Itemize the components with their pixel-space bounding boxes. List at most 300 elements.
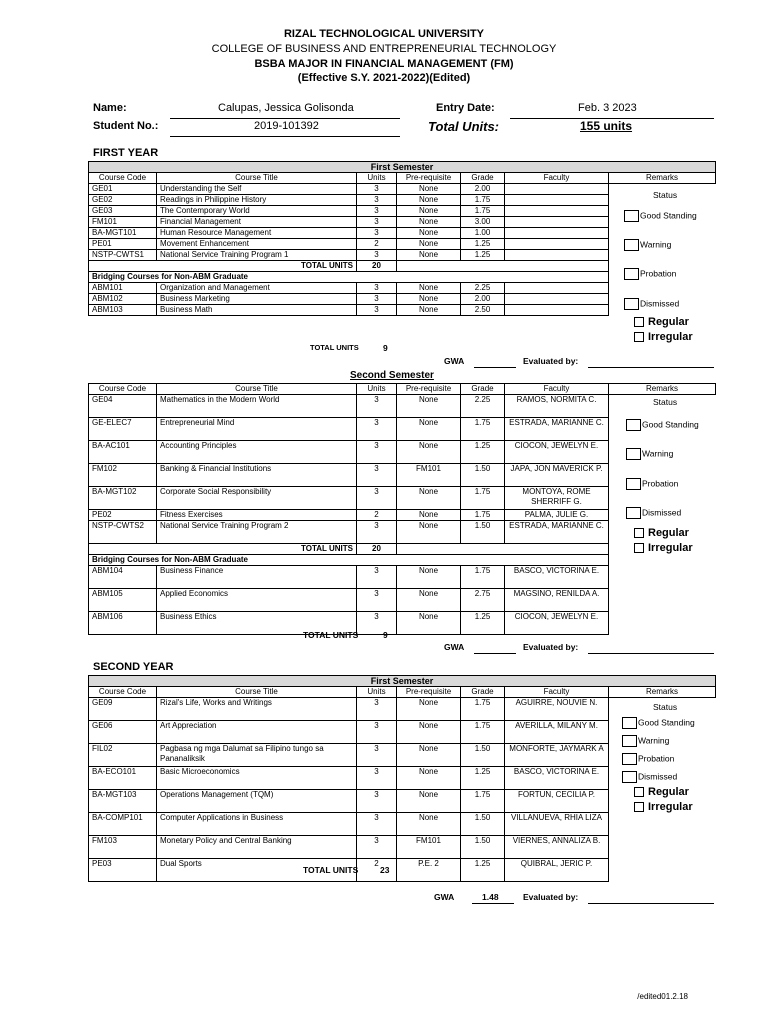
grade: 1.25: [461, 612, 505, 635]
course-title: Pagbasa ng mga Dalumat sa Filipino tungo sa Pananaliksik: [157, 744, 357, 767]
grade: 1.50: [461, 836, 505, 859]
table-row: [89, 813, 716, 836]
course-title: Accounting Principles: [157, 441, 357, 464]
checkbox-icon[interactable]: [626, 507, 641, 519]
irregular-option[interactable]: Irregular: [634, 801, 693, 813]
grade: 1.75: [461, 418, 505, 441]
checkbox-icon[interactable]: [634, 332, 644, 342]
faculty: RAMOS, NORMITA C.: [505, 395, 609, 418]
remarks-cell: [609, 250, 716, 261]
evaluated-label: Evaluated by:: [523, 356, 579, 366]
checkbox-icon[interactable]: [624, 268, 639, 280]
remarks-cell: [609, 612, 716, 635]
gwa-label: GWA: [444, 642, 465, 652]
col-prerequisite: Pre-requisite: [397, 687, 461, 698]
total-units-value: 23: [380, 865, 390, 875]
remarks-cell: [609, 555, 716, 566]
grade: 1.75: [461, 487, 505, 510]
name-underline: [170, 118, 400, 119]
units: 3: [357, 698, 397, 721]
checkbox-icon[interactable]: [624, 239, 639, 251]
status-probation[interactable]: Probation: [624, 268, 676, 280]
table-row: [89, 206, 716, 217]
prerequisite: None: [397, 206, 461, 217]
total-row: [89, 544, 716, 555]
grade: 1.75: [461, 790, 505, 813]
grade: 1.25: [461, 859, 505, 882]
col-course-title: Course Title: [157, 173, 357, 184]
regular-option[interactable]: Regular: [634, 316, 689, 328]
course-title: Understanding the Self: [157, 184, 357, 195]
status-dismissed[interactable]: Dismissed: [622, 771, 677, 783]
faculty: BASCO, VICTORINA E.: [505, 767, 609, 790]
units: 3: [357, 195, 397, 206]
checkbox-icon[interactable]: [634, 802, 644, 812]
total-units-value: 20: [357, 261, 397, 272]
units: 3: [357, 521, 397, 544]
y1s1-table: [88, 161, 716, 316]
course-code: ABM104: [89, 566, 157, 589]
faculty: VIERNES, ANNALIZA B.: [505, 836, 609, 859]
prerequisite: FM101: [397, 836, 461, 859]
bridging-total-label: TOTAL UNITS: [303, 630, 359, 640]
col-prerequisite: Pre-requisite: [397, 384, 461, 395]
course-title: Business Math: [157, 305, 357, 316]
table-row: [89, 566, 716, 589]
regular-option[interactable]: Regular: [634, 786, 689, 798]
col-remarks: Remarks: [609, 173, 716, 184]
university-name: RIZAL TECHNOLOGICAL UNIVERSITY: [283, 28, 485, 40]
checkbox-icon[interactable]: [622, 735, 637, 747]
grade: 1.00: [461, 228, 505, 239]
units: 3: [357, 441, 397, 464]
table-row: [89, 283, 716, 294]
course-code: GE03: [89, 206, 157, 217]
course-title: Basic Microeconomics: [157, 767, 357, 790]
bridging-total-value: 9: [383, 630, 388, 640]
table-row: [89, 790, 716, 813]
table-row: [89, 836, 716, 859]
col-faculty: Faculty: [505, 173, 609, 184]
irregular-option[interactable]: Irregular: [634, 331, 693, 343]
course-code: ABM105: [89, 589, 157, 612]
course-code: NSTP-CWTS1: [89, 250, 157, 261]
table-row: [89, 859, 716, 882]
course-code: ABM106: [89, 612, 157, 635]
grade: 1.50: [461, 521, 505, 544]
status-probation[interactable]: Probation: [622, 753, 674, 765]
units: 3: [357, 305, 397, 316]
remarks-cell: [609, 283, 716, 294]
grade: 1.75: [461, 206, 505, 217]
faculty: QUIBRAL, JERIC P.: [505, 859, 609, 882]
prerequisite: None: [397, 184, 461, 195]
course-code: BA-COMP101: [89, 813, 157, 836]
grade: 2.25: [461, 283, 505, 294]
evaluated-underline: [588, 903, 714, 904]
course-title: Business Ethics: [157, 612, 357, 635]
table-row: [89, 239, 716, 250]
course-code: BA-MGT103: [89, 790, 157, 813]
prerequisite: None: [397, 294, 461, 305]
total-row: [89, 261, 716, 272]
grade: 1.50: [461, 813, 505, 836]
course-title: Art Appreciation: [157, 721, 357, 744]
faculty: MAGSINO, RENILDA A.: [505, 589, 609, 612]
gwa-underline: [474, 653, 516, 654]
evaluated-label: Evaluated by:: [523, 642, 579, 652]
faculty: MONTOYA, ROME SHERRIFF G.: [505, 487, 609, 510]
course-code: GE04: [89, 395, 157, 418]
faculty: [505, 228, 609, 239]
prerequisite: None: [397, 250, 461, 261]
col-course-code: Course Code: [89, 687, 157, 698]
units: 3: [357, 566, 397, 589]
remarks-cell: [609, 813, 716, 836]
course-title: Business Marketing: [157, 294, 357, 305]
remarks-cell: [609, 589, 716, 612]
regular-option[interactable]: Regular: [634, 527, 689, 539]
table-row: [89, 521, 716, 544]
course-code: FM103: [89, 836, 157, 859]
gwa-value: 1.48: [482, 892, 499, 902]
course-title: Applied Economics: [157, 589, 357, 612]
col-units: Units: [357, 173, 397, 184]
gwa-label: GWA: [444, 356, 465, 366]
course-code: BA-ECO101: [89, 767, 157, 790]
entry-date: Feb. 3 2023: [578, 102, 637, 114]
table-row: [89, 612, 716, 635]
evaluated-label: Evaluated by:: [523, 892, 579, 902]
units: 3: [357, 767, 397, 790]
course-title: Mathematics in the Modern World: [157, 395, 357, 418]
units: 3: [357, 294, 397, 305]
faculty: [505, 195, 609, 206]
grade: 1.25: [461, 441, 505, 464]
remarks-cell: [609, 566, 716, 589]
prerequisite: None: [397, 283, 461, 294]
faculty: FORTUN, CECILIA P.: [505, 790, 609, 813]
course-code: BA-AC101: [89, 441, 157, 464]
total-units-value: 155 units: [580, 119, 633, 133]
course-title: Movement Enhancement: [157, 239, 357, 250]
units: 3: [357, 418, 397, 441]
prerequisite: None: [397, 612, 461, 635]
evaluated-underline: [588, 367, 714, 368]
prerequisite: None: [397, 721, 461, 744]
status-good-standing[interactable]: Good Standing: [626, 419, 699, 431]
table-row: [89, 464, 716, 487]
total-units-label: TOTAL UNITS: [89, 544, 357, 555]
course-title: Readings in Philippine History: [157, 195, 357, 206]
units: 3: [357, 206, 397, 217]
prerequisite: None: [397, 228, 461, 239]
prerequisite: None: [397, 441, 461, 464]
grade: 2.50: [461, 305, 505, 316]
course-code: PE03: [89, 859, 157, 882]
status-warning[interactable]: Warning: [622, 735, 669, 747]
prerequisite: None: [397, 744, 461, 767]
student-no-label: Student No.:: [93, 120, 159, 132]
table-row: [89, 195, 716, 206]
name-label: Name:: [93, 102, 127, 114]
course-title: Computer Applications in Business: [157, 813, 357, 836]
second-year-heading: SECOND YEAR: [93, 661, 174, 673]
faculty: [505, 206, 609, 217]
evaluated-underline: [588, 653, 714, 654]
grade: 3.00: [461, 217, 505, 228]
faculty: JAPA, JON MAVERICK P.: [505, 464, 609, 487]
bridging-label: Bridging Courses for Non-ABM Graduate: [89, 272, 609, 283]
irregular-option[interactable]: Irregular: [634, 542, 693, 554]
grade: 2.00: [461, 294, 505, 305]
total-filler: [397, 544, 609, 555]
faculty: [505, 283, 609, 294]
units: 3: [357, 217, 397, 228]
grade: 1.75: [461, 566, 505, 589]
college-name: COLLEGE OF BUSINESS AND ENTREPRENEURIAL TECHNOLOGY: [211, 43, 557, 55]
faculty: AVERILLA, MILANY M.: [505, 721, 609, 744]
col-remarks: Remarks: [609, 384, 716, 395]
course-title: Operations Management (TQM): [157, 790, 357, 813]
course-code: FIL02: [89, 744, 157, 767]
bridging-total-label: TOTAL UNITS: [310, 343, 359, 352]
checkbox-icon[interactable]: [634, 317, 644, 327]
remarks-cell: [609, 228, 716, 239]
total-units-label: Total Units:: [428, 119, 500, 134]
prerequisite: FM101: [397, 464, 461, 487]
course-title: Organization and Management: [157, 283, 357, 294]
course-title: Monetary Policy and Central Banking: [157, 836, 357, 859]
faculty: CIOCON, JEWELYN E.: [505, 612, 609, 635]
remarks-cell: [609, 859, 716, 882]
status-label: Status: [653, 397, 678, 407]
prerequisite: None: [397, 767, 461, 790]
col-units: Units: [357, 384, 397, 395]
gwa-underline: [472, 903, 514, 904]
faculty: [505, 184, 609, 195]
col-grade: Grade: [461, 173, 505, 184]
table-row: [89, 305, 716, 316]
course-title: Business Finance: [157, 566, 357, 589]
course-title: Fitness Exercises: [157, 510, 357, 521]
prerequisite: None: [397, 195, 461, 206]
effective-year: (Effective S.Y. 2021-2022)(Edited): [297, 72, 471, 84]
checkbox-icon[interactable]: [622, 771, 637, 783]
bridging-header-row: [89, 272, 716, 283]
faculty: [505, 305, 609, 316]
course-code: NSTP-CWTS2: [89, 521, 157, 544]
units: 3: [357, 184, 397, 195]
gwa-label: GWA: [434, 892, 455, 902]
grade: 1.75: [461, 721, 505, 744]
prerequisite: None: [397, 239, 461, 250]
checkbox-icon[interactable]: [626, 478, 641, 490]
grade: 1.75: [461, 698, 505, 721]
checkbox-icon[interactable]: [622, 753, 637, 765]
prerequisite: None: [397, 813, 461, 836]
course-title: National Service Training Program 2: [157, 521, 357, 544]
checkbox-icon[interactable]: [634, 787, 644, 797]
faculty: [505, 217, 609, 228]
status-good-standing[interactable]: Good Standing: [624, 210, 697, 222]
status-warning[interactable]: Warning: [626, 448, 673, 460]
semester-title: Second Semester: [350, 370, 434, 381]
units: 2: [357, 239, 397, 250]
grade: 2.75: [461, 589, 505, 612]
status-dismissed[interactable]: Dismissed: [624, 298, 679, 310]
course-title: The Contemporary World: [157, 206, 357, 217]
bridging-total-value: 9: [383, 343, 388, 353]
course-title: Dual Sports: [157, 859, 357, 882]
course-title: Rizal's Life, Works and Writings: [157, 698, 357, 721]
col-course-title: Course Title: [157, 687, 357, 698]
faculty: [505, 294, 609, 305]
status-warning[interactable]: Warning: [624, 239, 671, 251]
table-row: [89, 418, 716, 441]
faculty: CIOCON, JEWELYN E.: [505, 441, 609, 464]
course-code: GE06: [89, 721, 157, 744]
course-code: FM101: [89, 217, 157, 228]
student-no: 2019-101392: [254, 120, 319, 132]
col-course-code: Course Code: [89, 384, 157, 395]
col-grade: Grade: [461, 687, 505, 698]
status-probation[interactable]: Probation: [626, 478, 678, 490]
checkbox-icon[interactable]: [624, 298, 639, 310]
prerequisite: None: [397, 589, 461, 612]
faculty: [505, 239, 609, 250]
units: 3: [357, 228, 397, 239]
grade: 1.25: [461, 767, 505, 790]
checkbox-icon[interactable]: [622, 717, 637, 729]
course-code: ABM102: [89, 294, 157, 305]
units: 3: [357, 744, 397, 767]
checkbox-icon[interactable]: [634, 543, 644, 553]
units: 3: [357, 464, 397, 487]
course-title: Human Resource Management: [157, 228, 357, 239]
grade: 1.50: [461, 744, 505, 767]
col-course-code: Course Code: [89, 173, 157, 184]
table-row: [89, 487, 716, 510]
status-dismissed[interactable]: Dismissed: [626, 507, 681, 519]
faculty: VILLANUEVA, RHIA LIZA: [505, 813, 609, 836]
col-remarks: Remarks: [609, 687, 716, 698]
col-faculty: Faculty: [505, 384, 609, 395]
prerequisite: None: [397, 217, 461, 228]
course-code: ABM101: [89, 283, 157, 294]
grade: 1.25: [461, 250, 505, 261]
faculty: MONFORTE, JAYMARK A: [505, 744, 609, 767]
units: 3: [357, 836, 397, 859]
checkbox-icon[interactable]: [624, 210, 639, 222]
prerequisite: None: [397, 305, 461, 316]
units: 3: [357, 487, 397, 510]
status-good-standing[interactable]: Good Standing: [622, 717, 695, 729]
grade: 2.00: [461, 184, 505, 195]
grade: 1.50: [461, 464, 505, 487]
footer-code: /edited01.2.18: [637, 992, 688, 1001]
total-units-label: TOTAL UNITS: [89, 261, 357, 272]
col-faculty: Faculty: [505, 687, 609, 698]
faculty: AGUIRRE, NOUVIE N.: [505, 698, 609, 721]
units: 3: [357, 250, 397, 261]
course-code: ABM103: [89, 305, 157, 316]
checkbox-icon[interactable]: [634, 528, 644, 538]
course-code: FM102: [89, 464, 157, 487]
checkbox-icon[interactable]: [626, 448, 641, 460]
table-row: [89, 228, 716, 239]
table-row: [89, 510, 716, 521]
course-code: GE02: [89, 195, 157, 206]
entry-date-label: Entry Date:: [436, 102, 495, 114]
checkbox-icon[interactable]: [626, 419, 641, 431]
y1s2-table: [88, 383, 716, 635]
gwa-underline: [474, 367, 516, 368]
remarks-cell: [609, 836, 716, 859]
table-row: [89, 250, 716, 261]
prerequisite: None: [397, 510, 461, 521]
course-title: Banking & Financial Institutions: [157, 464, 357, 487]
course-title: National Service Training Program 1: [157, 250, 357, 261]
grade: 2.25: [461, 395, 505, 418]
faculty: ESTRADA, MARIANNE C.: [505, 521, 609, 544]
program-name: BSBA MAJOR IN FINANCIAL MANAGEMENT (FM): [254, 58, 514, 70]
grade: 1.75: [461, 510, 505, 521]
grade: 1.25: [461, 239, 505, 250]
course-code: PE01: [89, 239, 157, 250]
col-prerequisite: Pre-requisite: [397, 173, 461, 184]
table-row: [89, 294, 716, 305]
col-units: Units: [357, 687, 397, 698]
course-code: BA-MGT101: [89, 228, 157, 239]
course-code: GE09: [89, 698, 157, 721]
first-year-heading: FIRST YEAR: [93, 147, 159, 159]
semester-title: First Semester: [89, 676, 716, 687]
units: 3: [357, 790, 397, 813]
col-course-title: Course Title: [157, 384, 357, 395]
bridging-header-row: [89, 555, 716, 566]
course-title: Entrepreneurial Mind: [157, 418, 357, 441]
table-row: [89, 184, 716, 195]
faculty: BASCO, VICTORINA E.: [505, 566, 609, 589]
prerequisite: None: [397, 395, 461, 418]
prerequisite: None: [397, 521, 461, 544]
course-code: BA-MGT102: [89, 487, 157, 510]
course-code: GE-ELEC7: [89, 418, 157, 441]
faculty: ESTRADA, MARIANNE C.: [505, 418, 609, 441]
student-name: Calupas, Jessica Golisonda: [218, 102, 354, 114]
course-title: Financial Management: [157, 217, 357, 228]
prerequisite: None: [397, 487, 461, 510]
grade: 1.75: [461, 195, 505, 206]
units: 3: [357, 589, 397, 612]
total-units-label: TOTAL UNITS: [303, 865, 359, 875]
units: 3: [357, 283, 397, 294]
course-title: Corporate Social Responsibility: [157, 487, 357, 510]
table-row: [89, 217, 716, 228]
prerequisite: P.E. 2: [397, 859, 461, 882]
student-no-underline: [170, 136, 400, 137]
table-row: [89, 395, 716, 418]
units: 3: [357, 813, 397, 836]
total-units-value: 20: [357, 544, 397, 555]
prerequisite: None: [397, 790, 461, 813]
status-label: Status: [653, 702, 678, 712]
bridging-label: Bridging Courses for Non-ABM Graduate: [89, 555, 609, 566]
units: 3: [357, 612, 397, 635]
course-code: GE01: [89, 184, 157, 195]
prerequisite: None: [397, 698, 461, 721]
